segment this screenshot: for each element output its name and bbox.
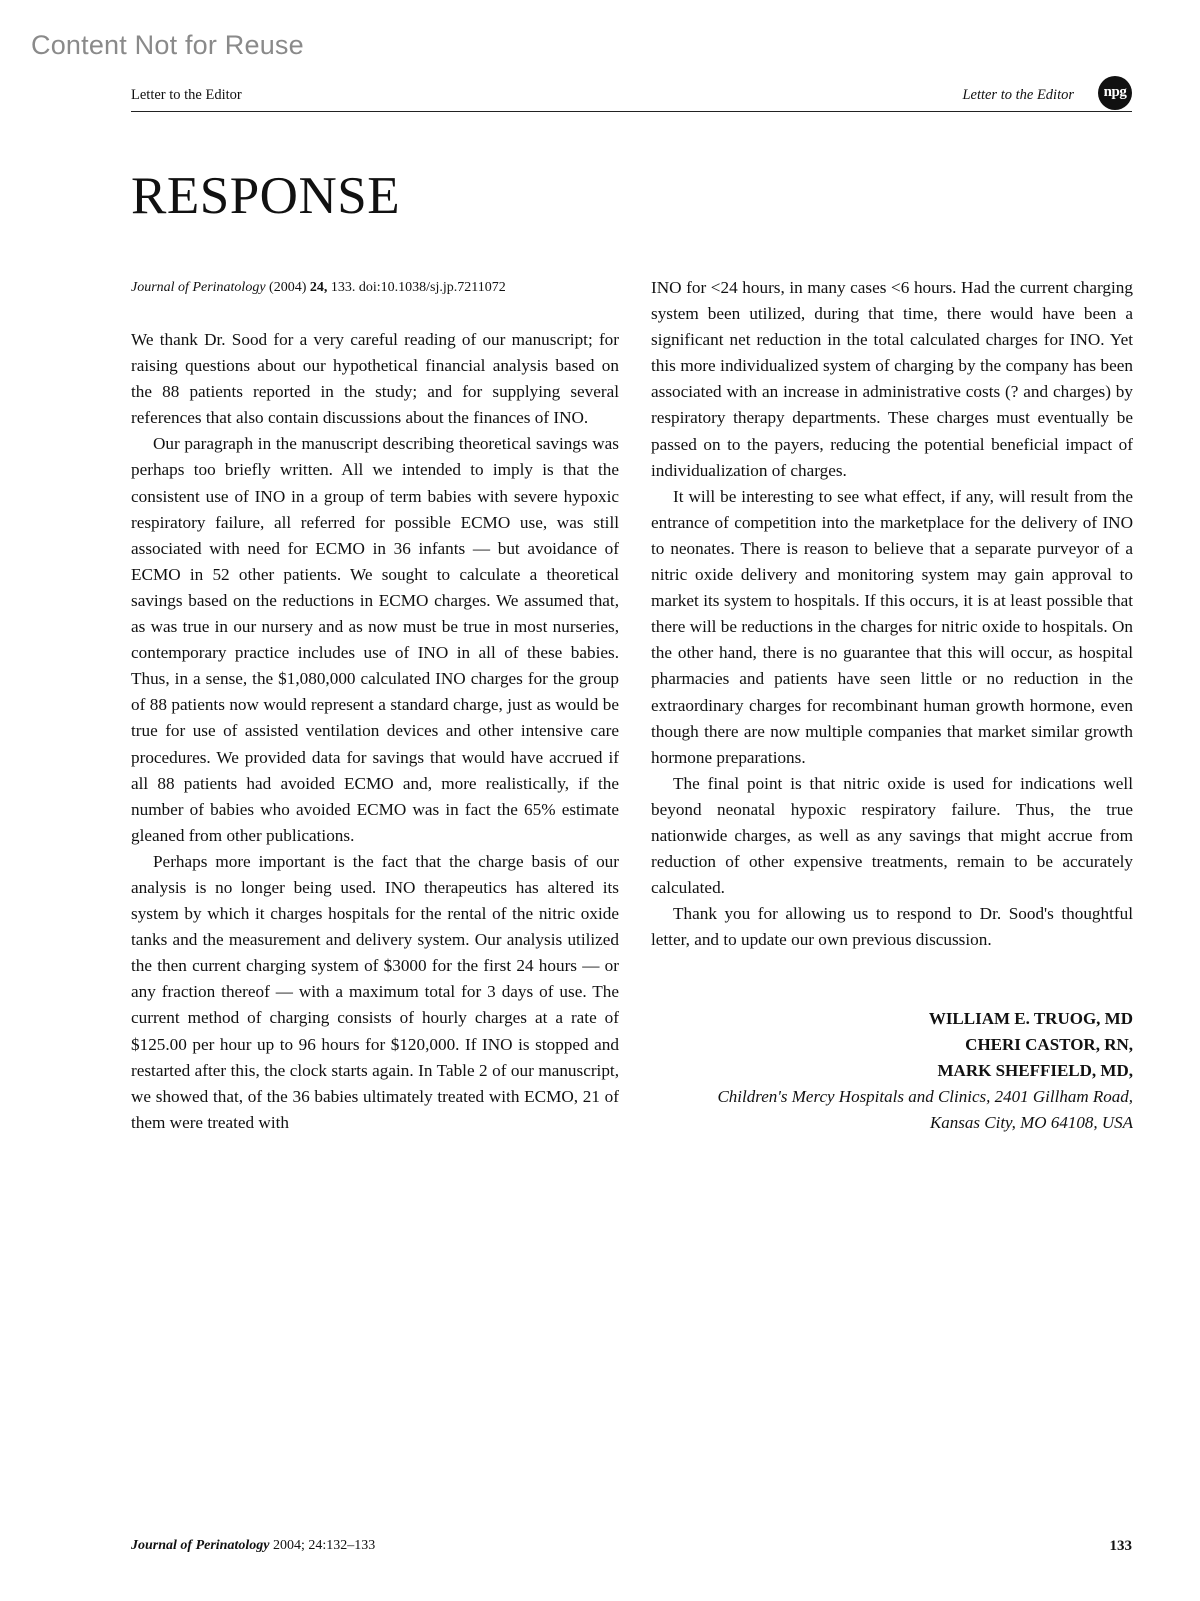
paragraph: It will be interesting to see what effect, if any, will result from the entrance of competition into the marketplace for the delivery of INO to neonates. There is reason to believe that a separate purveyor of a nitric oxide delivery and monitoring system may gain approval to market its system to hospitals. If this occurs, it is at least possible that there will be reductions in the charges for nitric oxide to hospitals. On the other hand, there is no guarantee that this will occur, as hospital pharmacies and patients have seen little or no reduction in the extraordinary charges for recombinant human growth hormone, even though there are now multiple companies that market similar growth hormone preparations. [651, 486, 1133, 767]
running-header [131, 83, 1132, 112]
header-right-label: Letter to the Editor [962, 87, 1074, 103]
header-left-label: Letter to the Editor [131, 87, 242, 103]
affiliation-line: Kansas City, MO 64108, USA [929, 1113, 1133, 1133]
paragraph: The final point is that nitric oxide is used for indications well beyond neonatal hypoxic respiratory failure. Thus, the true nationwide charges, as well as any savings that might accrue from reduction of other expensive treatments, remain to be accurately calculated. [651, 773, 1133, 898]
author-name: MARK SHEFFIELD, MD, [937, 1061, 1133, 1081]
author-name: WILLIAM E. TRUOG, MD [928, 1009, 1133, 1028]
body-column-left [131, 327, 619, 1136]
footer-journal: Journal of Perinatology [131, 1538, 270, 1553]
paragraph: INO for <24 hours, in many cases <6 hours. Had the current charging system been utilized, during that time, there would have been a significant net reduction in the total calculated charges for INO. Yet this more individualized system of charging by the company has been associated with an increase in administrative costs (? and charges) by respiratory therapy departments. These charges must eventually be passed on to the payers, reducing the potential beneficial impact of individualization of charges. [651, 278, 1133, 480]
signature-block [651, 1006, 1133, 1136]
paragraph: Perhaps more important is the fact that the charge basis of our analysis is no longer being used. INO therapeutics has altered its system by which it charges hospitals for the rental of the nitric oxide tanks and the measurement and delivery system. Our analysis utilized the then current charging system of $3000 for the first 24 hours — or any fraction thereof — with a maximum total for 3 days of use. The current method of charging consists of hourly charges at a rate of $125.00 per hour up to 96 hours for $120,000. If INO is stopped and restarted after this, the clock starts again. In Table 2 of our manuscript, we showed that, of the 36 babies ultimately treated with ECMO, 21 of them were treated with [131, 851, 619, 1132]
page-number: 133 [1109, 1538, 1132, 1554]
citation-volume: 24, [309, 280, 328, 295]
citation-line [131, 280, 506, 296]
citation-year: (2004) [269, 280, 307, 295]
citation-doi: 133. doi:10.1038/sj.jp.7211072 [330, 280, 506, 295]
page-footer [131, 1538, 1132, 1554]
footer-details: 2004; 24:132–133 [272, 1538, 376, 1553]
watermark: Content Not for Reuse [31, 30, 304, 60]
article-title: RESPONSE [131, 167, 401, 225]
npg-logo: npg [1098, 76, 1132, 110]
affiliation-line: Children's Mercy Hospitals and Clinics, 2401 Gillham Road, [717, 1087, 1133, 1107]
citation-journal: Journal of Perinatology [131, 280, 266, 295]
author-name: CHERI CASTOR, RN, [965, 1035, 1133, 1055]
paragraph: We thank Dr. Sood for a very careful reading of our manuscript; for raising questions about our hypothetical financial analysis based on the 88 patients reported in the study; and for supplying several references that also contain discussions about the finances of INO. [131, 330, 619, 428]
body-column-right [651, 275, 1133, 953]
paragraph: Thank you for allowing us to respond to Dr. Sood's thoughtful letter, and to update our own previous discussion. [651, 904, 1133, 950]
paragraph: Our paragraph in the manuscript describing theoretical savings was perhaps too briefly written. All we intended to imply is that the consistent use of INO in a group of term babies with severe hypoxic respiratory failure, all referred for possible ECMO use, was still associated with need for ECMO in 36 infants — but avoidance of ECMO in 52 other patients. We sought to calculate a theoretical savings based on the reductions in ECMO charges. We assumed that, as was true in our nursery and as now must be true in most nurseries, contemporary practice includes use of INO in all of these babies. Thus, in a sense, the $1,080,000 calculated INO charges for the group of 88 patients now would represent a standard charge, just as would be true for use of assisted ventilation devices and other intensive care procedures. We provided data for savings that would have accrued if all 88 patients had avoided ECMO and, more realistically, if the number of babies who avoided ECMO was in fact the 65% estimate gleaned from other publications. [131, 434, 619, 845]
